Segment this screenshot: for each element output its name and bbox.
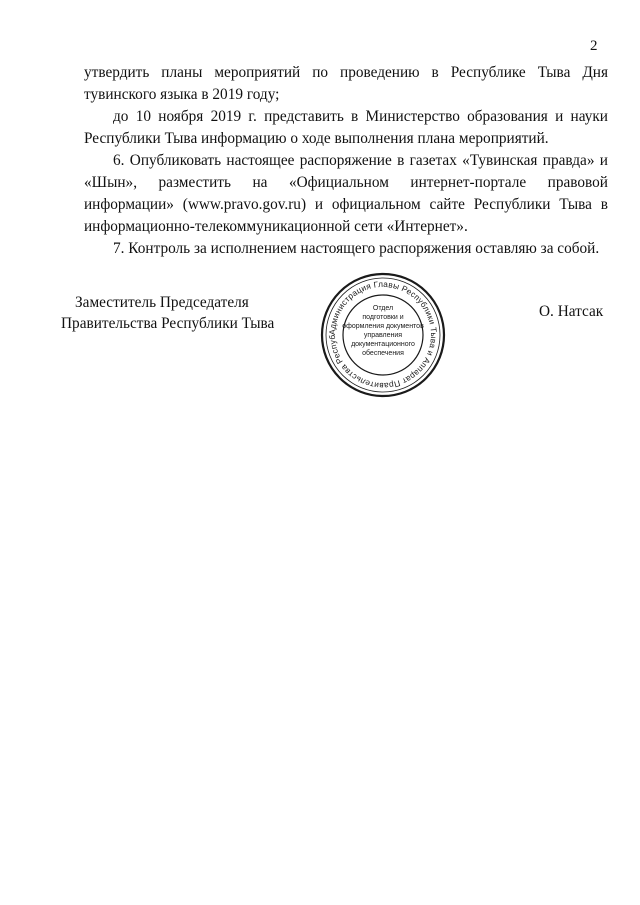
page-number: 2 [590, 38, 598, 54]
paragraph-control: 7. Контроль за исполнением настоящего распоряжения оставляю за собой. [113, 240, 600, 257]
svg-text:Администрация Главы Республики: Администрация Главы Республики Тыва и Аппарат Правительства Респуб [326, 278, 440, 392]
signer-title-line-2: Правительства Республики Тыва [61, 315, 275, 332]
paragraph-report-deadline: до 10 ноября 2019 г. представить в Министерство образования и науки Республики Тыва информацию о ходе выполнения плана мероприятий. [84, 108, 608, 147]
paragraph-publication: 6. Опубликовать настоящее распоряжение в газетах «Тувинская правда» и «Шын», разместить на «Официальном интернет-портале правовой информации» (www.pravo.gov.ru) и официальном сайте Республики Тыва в информационно-телекоммуникационной сети «Интернет». [84, 152, 608, 235]
svg-text:обеспечения: обеспечения [362, 350, 404, 357]
svg-text:Отдел: Отдел [372, 305, 394, 312]
paragraph-approve-plans: утвердить планы мероприятий по проведению в Республике Тыва Дня тувинского языка в 2019 году; [84, 64, 608, 103]
svg-text:подготовки и: подготовки и [362, 314, 404, 321]
svg-text:оформления документов: оформления документов [342, 323, 424, 330]
signature-block [0, 278, 640, 412]
svg-text:документационного: документационного [351, 341, 415, 348]
signer-name: О. Натсак [539, 303, 604, 320]
official-seal [318, 270, 448, 400]
svg-text:управления: управления [363, 332, 403, 339]
signer-title [61, 292, 291, 334]
document-body [84, 62, 608, 260]
signer-title-line-1: Заместитель Председателя [75, 294, 249, 311]
seal-icon [318, 270, 448, 400]
